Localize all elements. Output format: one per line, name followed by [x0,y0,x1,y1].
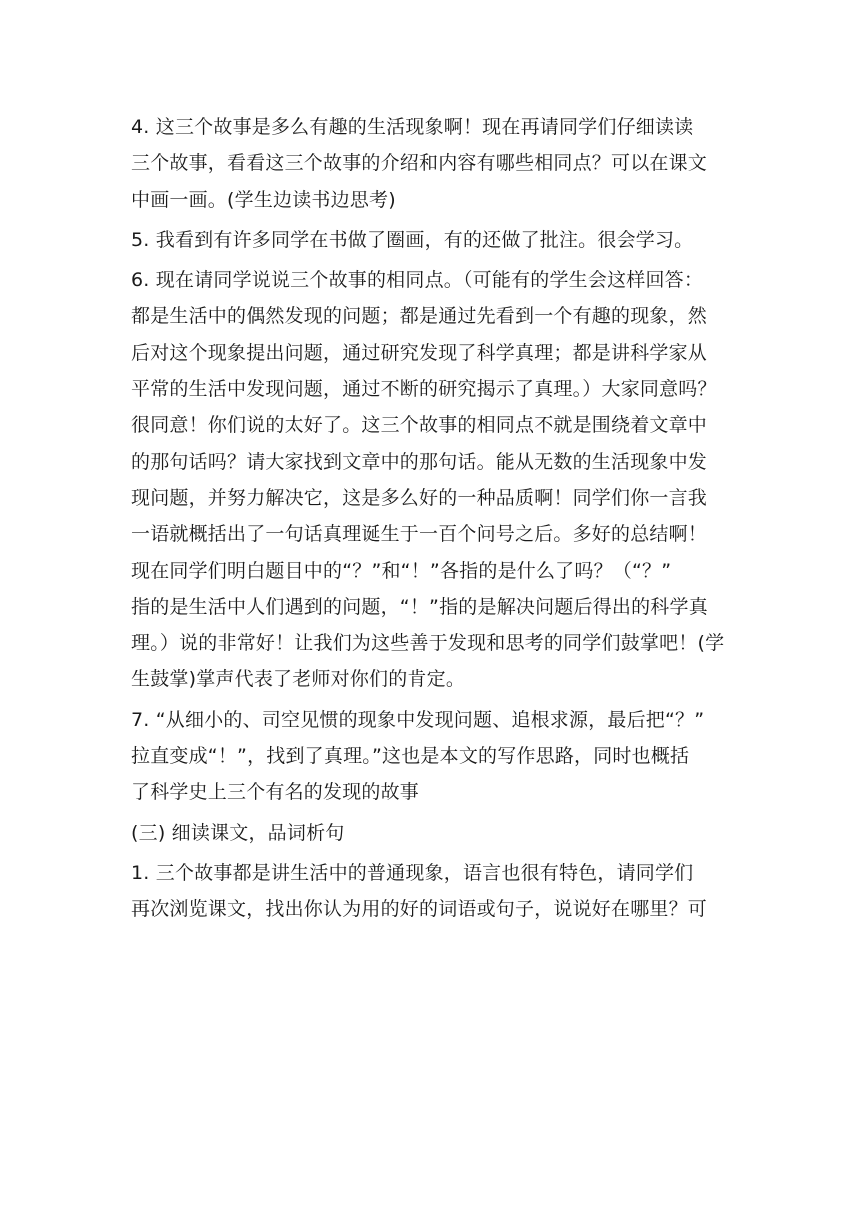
text-line: 中画一画。(学生边读书边思考) [131,188,396,211]
paragraph-item-6 [131,262,731,698]
text-line: 1. 三个故事都是讲生活中的普通现象，语言也很有特色，请同学们 [131,861,694,884]
text-line: 拉直变成“！”，找到了真理。”这也是本文的写作思路，同时也概括 [131,745,690,768]
text-line: 现问题，并努力解决它，这是多么好的一种品质啊！同学们你一言我 [131,486,708,509]
text-line: 7. “从细小的、司空见惯的现象中发现问题、追根求源，最后把“？” [131,708,705,731]
text-line: 5. 我看到有许多同学在书做了圈画，有的还做了批注。很会学习。 [131,228,694,251]
text-line: 很同意！你们说的太好了。这三个故事的相同点不就是围绕着文章中 [131,414,708,437]
paragraph-item-7 [131,702,731,811]
text-line: 理。）说的非常好！让我们为这些善于发现和思考的同学们鼓掌吧！(学 [131,632,725,655]
paragraph-item-4 [131,109,731,218]
paragraph-item-1 [131,855,731,928]
text-line: 再次浏览课文，找出你认为用的好的词语或句子，说说好在哪里？可 [131,898,708,921]
text-line: 都是生活中的偶然发现的问题；都是通过先看到一个有趣的现象，然 [131,305,708,328]
document-body [131,109,731,928]
text-line: 平常的生活中发现问题，通过不断的研究揭示了真理。）大家同意吗？ [131,378,717,401]
text-line: 三个故事，看看这三个故事的介绍和内容有哪些相同点？可以在课文 [131,152,708,175]
text-line: 了科学史上三个有名的发现的故事 [131,781,420,804]
text-line: 一语就概括出了一句话真理诞生于一百个问号之后。多好的总结啊！ [131,523,708,546]
paragraph-item-5 [131,222,731,258]
heading-line: (三) 细读课文，品词析句 [131,821,345,844]
text-line: 4. 这三个故事是多么有趣的生活现象啊！现在再请同学们仔细读读 [131,116,694,138]
text-line: 后对这个现象提出问题，通过研究发现了科学真理；都是讲科学家从 [131,341,708,364]
text-line: 的那句话吗？请大家找到文章中的那句话。能从无数的生活现象中发 [131,450,708,473]
text-line: 6. 现在请同学说说三个故事的相同点。（可能有的学生会这样回答： [131,269,704,292]
text-line: 指的是生活中人们遇到的问题，“！”指的是解决问题后得出的科学真 [131,595,708,618]
text-line: 生鼓掌)掌声代表了老师对你们的肯定。 [131,668,466,691]
section-heading [131,815,731,851]
text-line: 现在同学们明白题目中的“？”和“！”各指的是什么了吗？（“？” [131,559,672,582]
